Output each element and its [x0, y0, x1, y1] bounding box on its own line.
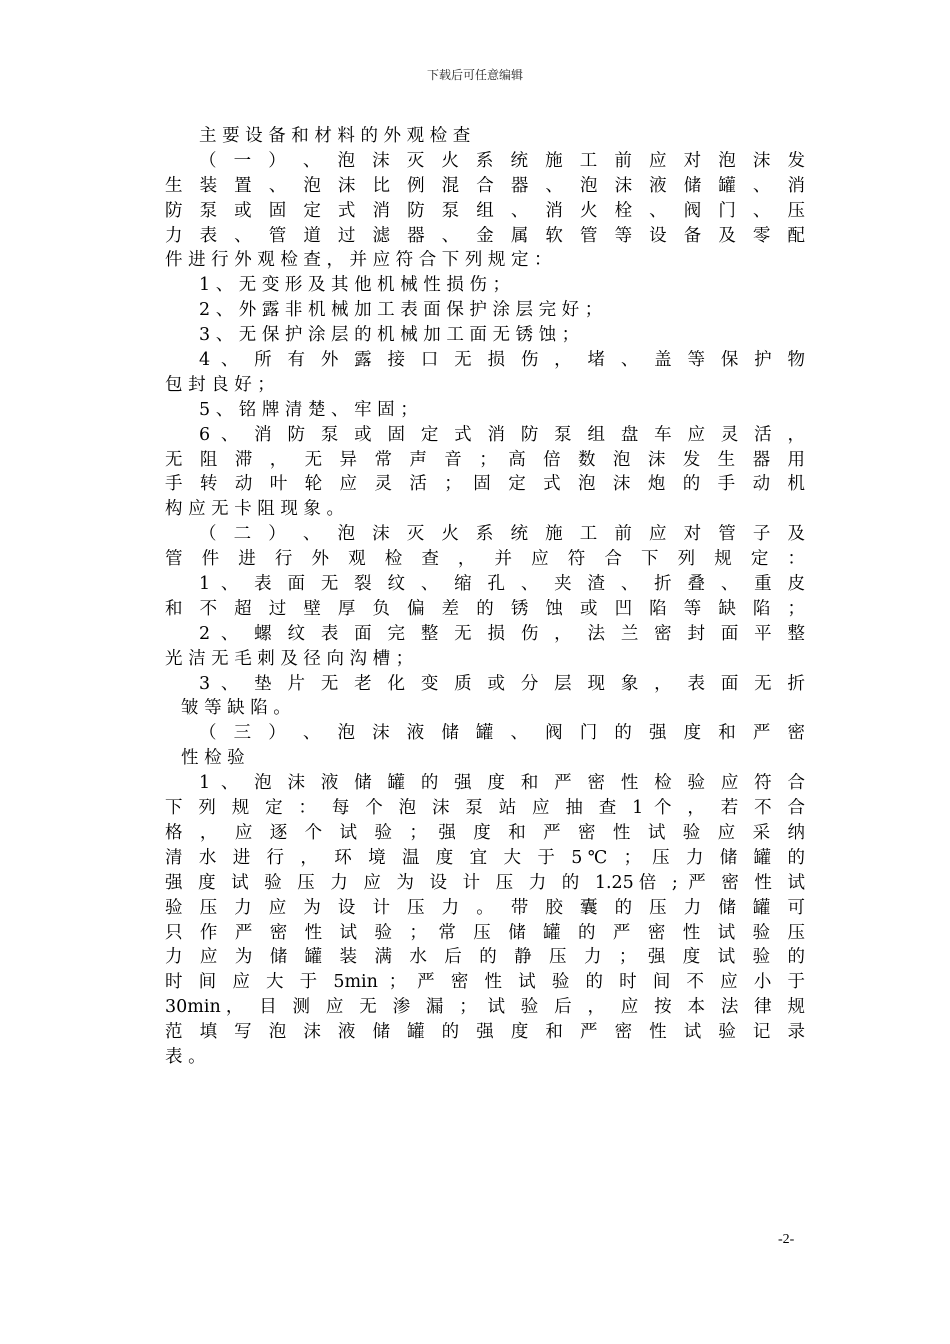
paragraph-line: 只 作 严 密 性 试 验 ； 常 压 储 罐 的 严 密 性 试 验 压: [165, 922, 805, 943]
paragraph-line: 构 应 无 卡 阻 现 象 。: [165, 499, 344, 520]
section-heading: （ 三 ） 、 泡 沫 液 储 罐 、 阀 门 的 强 度 和 严 密: [199, 723, 805, 744]
list-item: 5 、 铭 牌 清 楚 、 牢 固 ；: [199, 399, 418, 420]
section-heading: 主 要 设 备 和 材 料 的 外 观 检 查: [199, 126, 471, 146]
list-item: 6 、 消 防 泵 或 固 定 式 消 防 泵 组 盘 车 应 灵 活 ，: [199, 424, 805, 445]
list-item: 1 、 泡 沫 液 储 罐 的 强 度 和 严 密 性 检 验 应 符 合: [199, 773, 805, 794]
page-number: -2-: [778, 1232, 795, 1247]
paragraph-line: 和 不 超 过 壁 厚 负 偏 差 的 锈 蚀 或 凹 陷 等 缺 陷 ；: [165, 598, 805, 619]
paragraph-line: 清 水 进 行 ， 环 境 温 度 宜 大 于 5℃ ； 压 力 储 罐 的: [165, 847, 805, 868]
paragraph-line: 无 阻 滞 ， 无 异 常 声 音 ； 高 倍 数 泡 沫 发 生 器 用: [165, 449, 805, 470]
paragraph-line: 包 封 良 好 ；: [165, 374, 275, 395]
list-item: 3 、 垫 片 无 老 化 变 质 或 分 层 现 象 ， 表 面 无 折: [199, 673, 805, 694]
list-item: 2 、 螺 纹 表 面 完 整 无 损 伤 ， 法 兰 密 封 面 平 整: [199, 623, 805, 644]
paragraph-line: 强 度 试 验 压 力 应 为 设 计 压 力 的 1.25倍 ; 严 密 性 试: [165, 872, 805, 893]
paragraph-line: （ 二 ） 、 泡 沫 灭 火 系 统 施 工 前 应 对 管 子 及: [199, 524, 805, 545]
paragraph-line: （ 一 ） 、 泡 沫 灭 火 系 统 施 工 前 应 对 泡 沫 发: [199, 150, 805, 171]
list-item: 1 、 无 变 形 及 其 他 机 械 性 损 伤 ；: [199, 275, 510, 296]
paragraph-line: 生 装 置 、 泡 沫 比 例 混 合 器 、 泡 沫 液 储 罐 、 消: [165, 175, 805, 196]
section-heading: 性 检 验: [181, 748, 245, 769]
list-item: 4 、 所 有 外 露 接 口 无 损 伤 ， 堵 、 盖 等 保 护 物: [199, 350, 805, 371]
document-body: [165, 124, 805, 1070]
list-item: 1 、 表 面 无 裂 纹 、 缩 孔 、 夹 渣 、 折 叠 、 重 皮: [199, 574, 805, 595]
paragraph-line: 皱 等 缺 陷 。: [181, 698, 291, 719]
paragraph-line: 力 表 、 管 道 过 滤 器 、 金 属 软 管 等 设 备 及 零 配: [165, 225, 805, 246]
paragraph-line: 表 。: [165, 1046, 206, 1067]
paragraph-line: 时 间 应 大 于 5min ； 严 密 性 试 验 的 时 间 不 应 小 于: [165, 972, 805, 993]
paragraph-line: 手 转 动 叶 轮 应 灵 活 ； 固 定 式 泡 沫 炮 的 手 动 机: [165, 474, 805, 495]
list-item: 2 、 外 露 非 机 械 加 工 表 面 保 护 涂 层 完 好 ；: [199, 300, 603, 321]
paragraph-line: 管 件 进 行 外 观 检 查 ， 并 应 符 合 下 列 规 定 ：: [165, 549, 805, 570]
page-header: 下载后可任意编辑: [426, 68, 523, 82]
paragraph-line: 范 填 写 泡 沫 液 储 罐 的 强 度 和 严 密 性 试 验 记 录: [165, 1022, 805, 1043]
paragraph-line: 防 泵 或 固 定 式 消 防 泵 组 、 消 火 栓 、 阀 门 、 压: [165, 200, 805, 221]
paragraph-line: 下 列 规 定 ： 每 个 泡 沫 泵 站 应 抽 查 1 个 ， 若 不 合: [165, 798, 805, 819]
paragraph-line: 格 ， 应 逐 个 试 验 ； 强 度 和 严 密 性 试 验 应 采 纳: [165, 822, 805, 843]
list-item: 3 、 无 保 护 涂 层 的 机 械 加 工 面 无 锈 蚀 ；: [199, 325, 580, 346]
paragraph-line: 力 应 为 储 罐 装 满 水 后 的 静 压 力 ； 强 度 试 验 的: [165, 947, 805, 968]
paragraph-line: 30min， 目 测 应 无 渗 漏 ； 试 验 后 ， 应 按 本 法 律 规: [165, 997, 805, 1018]
paragraph-line: 验 压 力 应 为 设 计 压 力 。 带 胶 囊 的 压 力 储 罐 可: [165, 897, 805, 918]
paragraph-line: 光 洁 无 毛 刺 及 径 向 沟 槽 ；: [165, 648, 414, 669]
paragraph-line: 件 进 行 外 观 检 查 ， 并 应 符 合 下 列 规 定 ：: [165, 250, 552, 271]
